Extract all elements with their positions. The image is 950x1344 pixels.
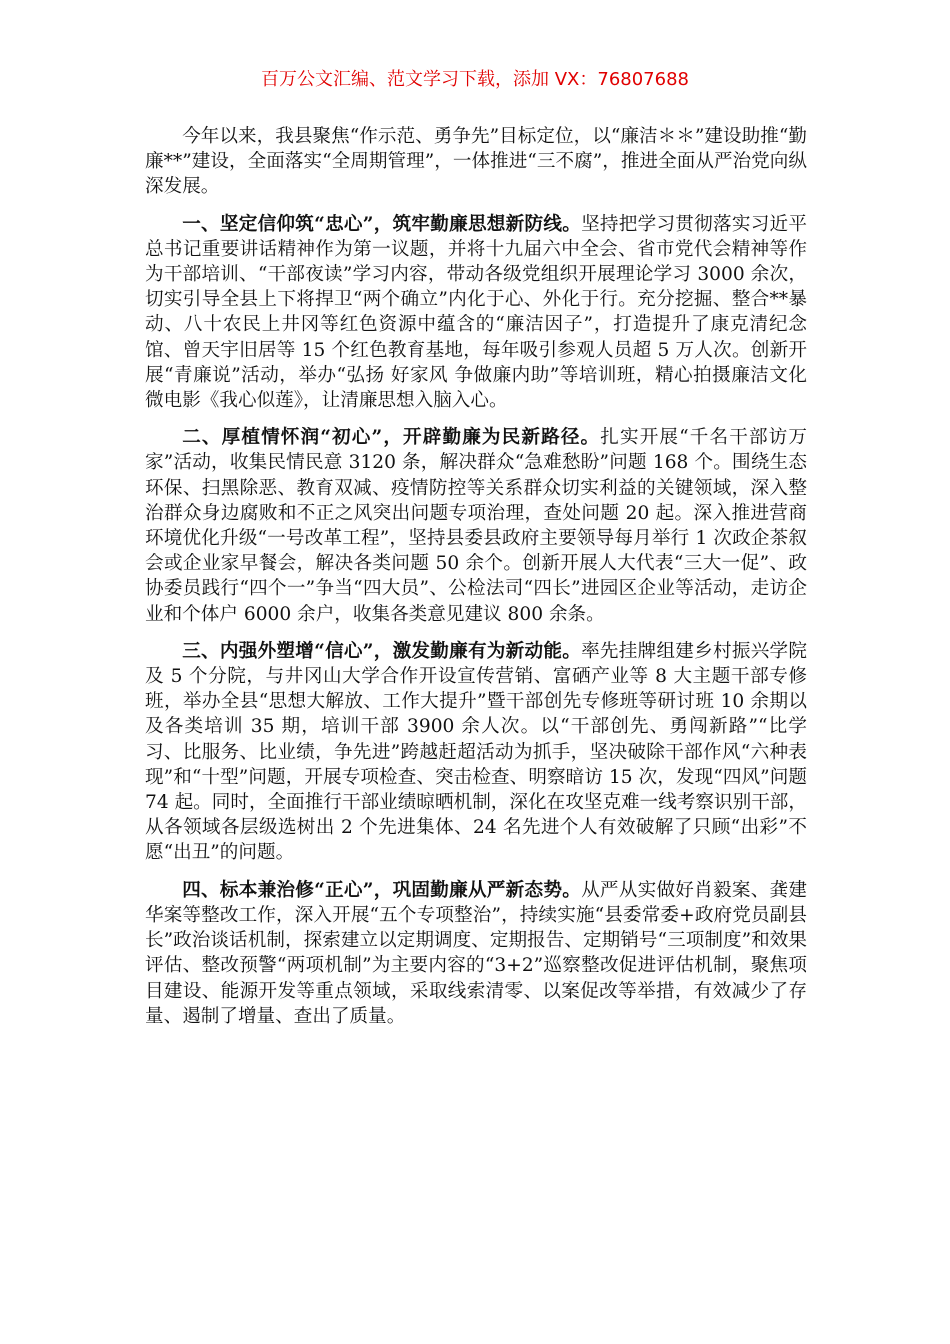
document-body <box>145 124 807 1041</box>
section-paragraph-3 <box>145 639 807 866</box>
paragraph-text: 从严从实做好肖毅案、龚建华案等整改工作，深入开展“五个专项整治”，持续实施“县委常委+政府党员副县长”政治谈话机制，探索建立以定期调度、定期报告、定期销号“三项制度”和效果评估、整改预警“两项机制”为主要内容的“3+2”巡察整改促进评估机制，聚焦项目建设、能源开发等重点领域，采取线索清零、以案促改等举措，有效减少了存量、遏制了增量、查出了质量。 <box>145 879 807 1027</box>
paragraph-text: 今年以来，我县聚焦“作示范、勇争先”目标定位，以“廉洁＊＊”建设助推“勤廉**”建设，全面落实“全周期管理”，一体推进“三不腐”，推进全面从严治党向纵深发展。 <box>145 126 807 198</box>
paragraph-text: 率先挂牌组建乡村振兴学院及 5 个分院，与井冈山大学合作开设宣传营销、富硒产业等 8 大主题干部专修班，举办全县“思想大解放、工作大提升”暨干部创先专修班等研讨班 10 余期以及各类培训 35 期，培训干部 3900 余人次。以“干部创先、勇闯新路”“比学习、比服务、比业绩，争先进”跨越赶超活动为抓手，坚决破除干部作风“六种表现”和“十型”问题，开展专项检查、突击检查、明察暗访 15 次，发现“四风”问题 74 起。同时，全面推行干部业绩晾晒机制，深化在攻坚克难一线考察识别干部，从各领域各层级选树出 2 个先进集体、24 名先进个人有效破解了只顾“出彩”不愿“出丑”的问题。 <box>145 640 807 864</box>
intro-paragraph <box>145 124 807 200</box>
section-heading-1: 一、坚定信仰筑“忠心”，筑牢勤廉思想新防线。 <box>182 213 582 235</box>
section-paragraph-1 <box>145 212 807 414</box>
section-paragraph-2 <box>145 425 807 627</box>
section-paragraph-4 <box>145 878 807 1029</box>
section-heading-2: 二、厚植情怀润“初心”，开辟勤廉为民新路径。 <box>182 427 601 449</box>
paragraph-text: 坚持把学习贯彻落实习近平总书记重要讲话精神作为第一议题，并将十九届六中全会、省市党代会精神等作为干部培训、“干部夜读”学习内容，带动各级党组织开展理论学习 3000 余次，切实引导全县上下将捍卫“两个确立”内化于心、外化于行。充分挖掘、整合**暴动、八十农民上井冈等红色资源中蕴含的“廉洁因子”，打造提升了康克清纪念馆、曾天宇旧居等 15 个红色教育基地，每年吸引参观人员超 5 万人次。创新开展“青廉说”活动，举办“弘扬 好家风 争做廉内助”等培训班，精心拍摄廉洁文化微电影《我心似莲》，让清廉思想入脑入心。 <box>145 213 807 412</box>
paragraph-text: 扎实开展“千名干部访万家”活动，收集民情民意 3120 条，解决群众“急难愁盼”问题 168 个。围绕生态环保、扫黑除恶、教育双减、疫情防控等关系群众切实利益的关键领域，深入整治群众身边腐败和不正之风突出问题专项治理，查处问题 20 起。深入推进营商环境优化升级“一号改革工程”，坚持县委县政府主要领导每月举行 1 次政企茶叙会或企业家早餐会，解决各类问题 50 余个。创新开展人大代表“三大一促”、政协委员践行“四个一”争当“四大员”、公检法司“四长”进园区企业等活动，走访企业和个体户 6000 余户，收集各类意见建议 800 余条。 <box>145 427 807 625</box>
page-header: 百万公文汇编、范文学习下载，添加 VX：76807688 <box>261 69 689 90</box>
section-heading-3: 三、内强外塑增“信心”，激发勤廉有为新动能。 <box>182 640 582 662</box>
section-heading-4: 四、标本兼治修“正心”，巩固勤廉从严新态势。 <box>182 879 582 901</box>
